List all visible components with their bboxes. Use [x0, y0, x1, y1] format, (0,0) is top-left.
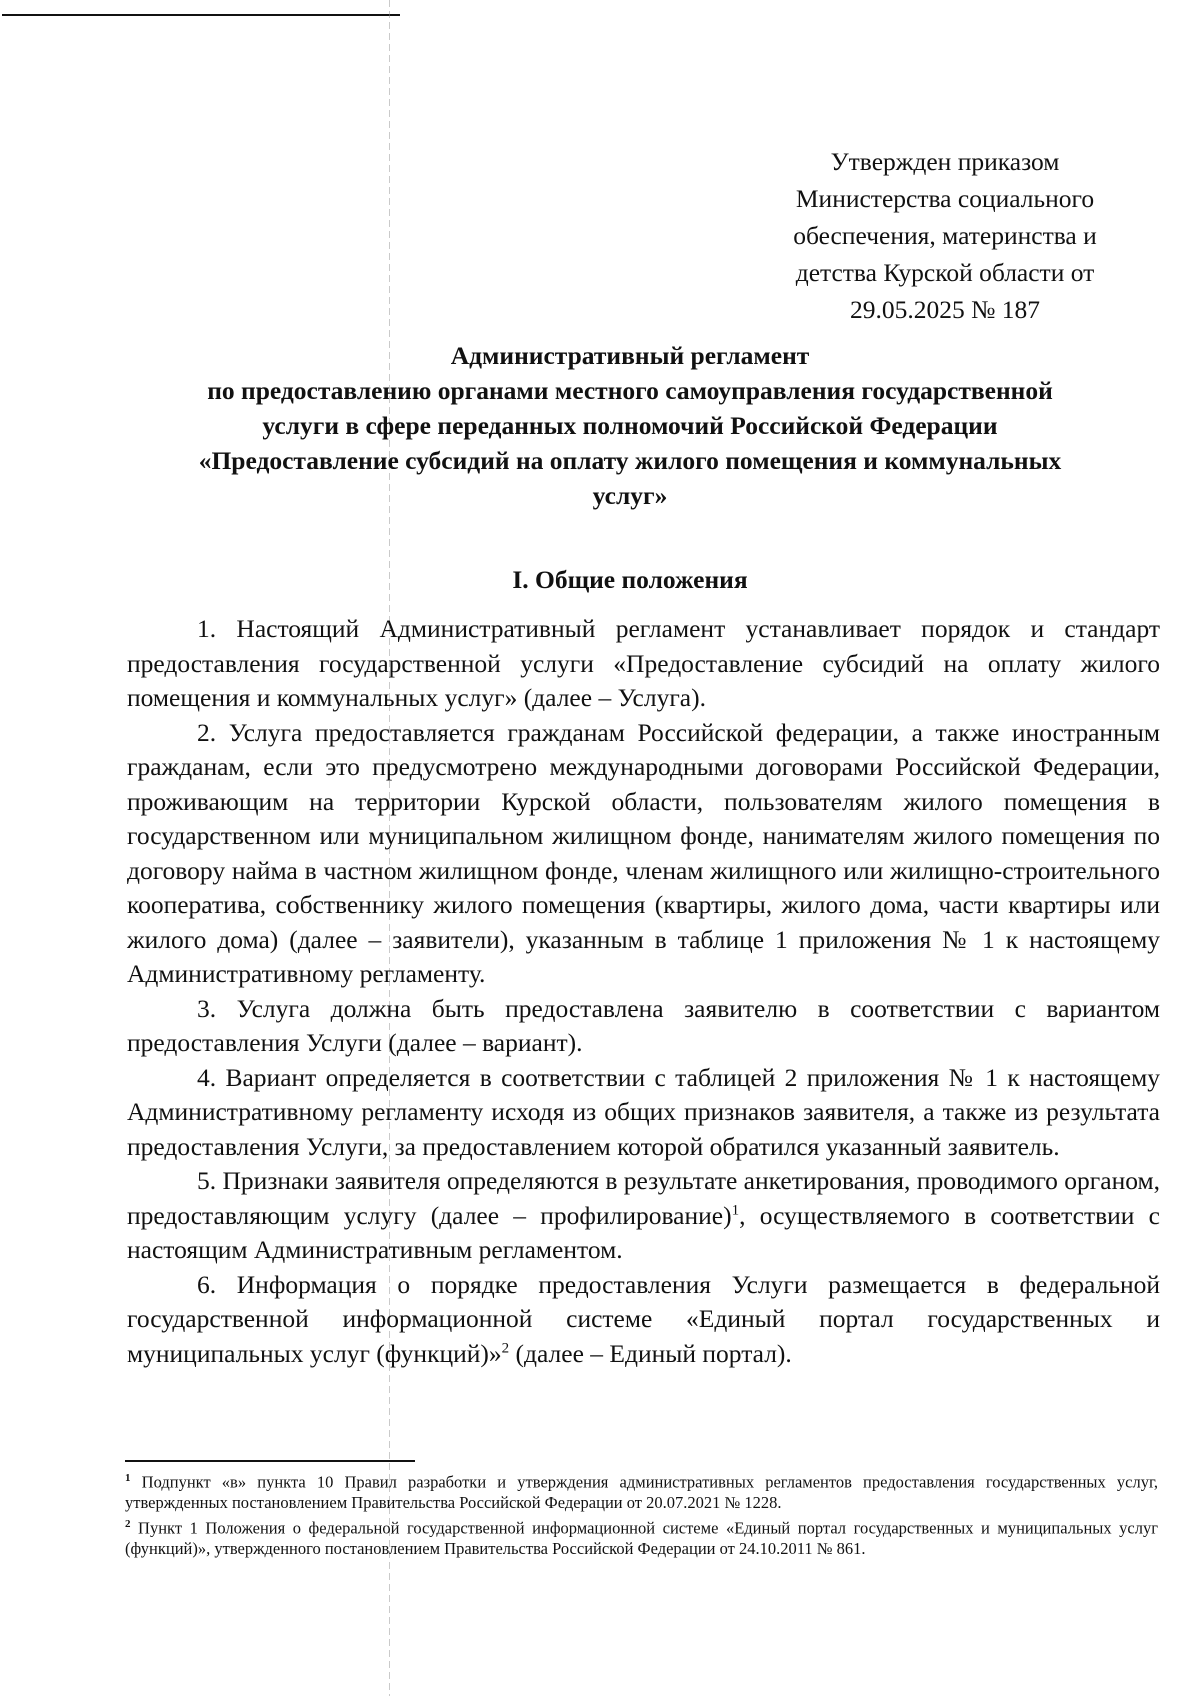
- paragraph-4: 4. Вариант определяется в соответствии с таблицей 2 приложения № 1 к настоящему Административному регламенту исходя из общих признаков заявителя, а также из результата предоставления Услуги, за предоставлением которой обратился указанный заявитель.: [127, 1062, 1160, 1161]
- section-heading: I. Общие положения: [512, 565, 748, 594]
- paragraph-3: 3. Услуга должна быть предоставлена заявителю в соответствии с вариантом предоставления Услуги (далее – вариант).: [127, 993, 1160, 1057]
- approval-stamp-block: [760, 143, 1130, 328]
- paragraph-5: 5. Признаки заявителя определяются в результате анкетирования, проводимого органом, предоставляющим услугу (далее – профилирование)$^1$, осуществляемого в соответствии с настоящим Административным регламентом.: [127, 1166, 1160, 1264]
- title-line: «Предоставление субсидий на оплату жилого помещения и коммунальных: [198, 446, 1062, 475]
- footnote-1: $^1$ Подпункт «в» пункта 10 Правил разработки и утверждения административных регламентов предоставления государственных услуг, утвержденных постановлением Правительства Российской Федерации от 20.07.2021 № 1228.: [125, 1472, 1158, 1512]
- body-text: [127, 612, 1160, 1371]
- paragraph-1: 1. Настоящий Административный регламент устанавливает порядок и стандарт предоставления государственной услуги «Предоставление субсидий на оплату жилого помещения и коммунальных услуг» (далее – Услуга).: [127, 614, 1160, 712]
- approval-line: Министерства социального: [795, 184, 1095, 213]
- approval-line: детства Курской области от: [795, 258, 1095, 287]
- paragraph-6: 6. Информация о порядке предоставления Услуги размещается в федеральной государственной информационной системе «Единый портал государственных и муниципальных услуг (функций)»$^2$ (далее – Единый портал).: [127, 1269, 1160, 1368]
- title-line: Административный регламент: [450, 341, 810, 370]
- title-line: услуги в сфере переданных полномочий Российской Федерации: [262, 411, 998, 440]
- footnote-2: $^2$ Пункт 1 Положения о федеральной государственной информационной системе «Единый портал государственных и муниципальных услуг (функций)», утвержденного постановлением Правительства Российской Федерации от 24.10.2011 № 861.: [125, 1517, 1158, 1558]
- title-line: по предоставлению органами местного самоуправления государственной: [207, 376, 1053, 405]
- footnote-ref[interactable]: 1: [731, 1202, 740, 1218]
- footnote-mark: 1: [125, 1472, 131, 1484]
- approval-line: 29.05.2025 № 187: [849, 295, 1041, 324]
- approval-line: обеспечения, материнства и: [793, 221, 1097, 250]
- document-title: [125, 338, 1135, 513]
- footnote-separator: [125, 1460, 415, 1462]
- paragraph-2: 2. Услуга предоставляется гражданам Российской федерации, а также иностранным гражданам, если это предусмотрено международными договорами Российской Федерации, проживающим на территории Курской области, пользователям жилого помещения в государственном или муниципальном жилищном фонде, нанимателям жилого помещения по договору найма в частном жилищном фонде, членам жилищного или жилищно-строительного кооператива, собственнику жилого помещения (квартиры, жилого дома, части квартиры или жилого дома) (далее – заявители), указанным в таблице 1 приложения № 1 к настоящему Административному регламенту.: [127, 717, 1160, 988]
- footnote-ref[interactable]: 2: [501, 1340, 510, 1356]
- title-line: услуг»: [592, 481, 668, 510]
- approval-line: Утвержден приказом: [830, 147, 1060, 176]
- top-rule: [2, 14, 400, 16]
- footnotes: [125, 1468, 1158, 1559]
- footnote-mark: 2: [125, 1517, 131, 1530]
